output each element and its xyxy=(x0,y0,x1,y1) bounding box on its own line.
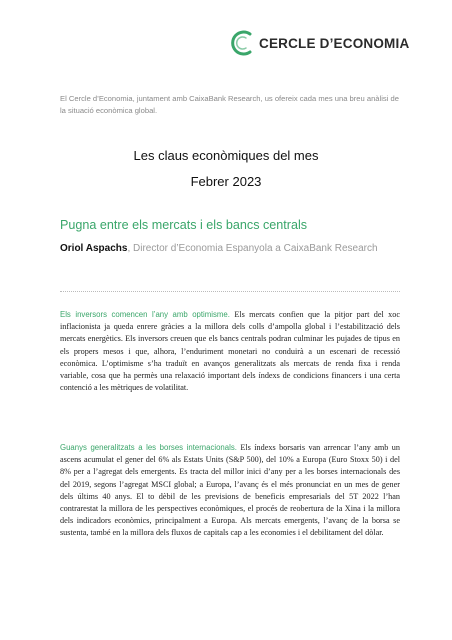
logo-text: CERCLE D’ECONOMIA xyxy=(259,35,410,51)
author-role: , Director d’Economia Espanyola a CaixaBank Research xyxy=(127,243,378,254)
report-title: Les claus econòmiques del mes xyxy=(133,148,319,163)
intro-text: El Cercle d’Economia, juntament amb CaixaBank Research, us ofereix cada mes una breu anàlisi de la situació econòmica global. xyxy=(60,94,399,115)
author-name: Oriol Aspachs xyxy=(60,243,128,254)
paragraph-optimism xyxy=(60,309,400,394)
paragraph-body: Els índexs borsaris van arrencar l’any amb un ascens acumulat el gener del 6% als Estats Units (S&P 500), del 10% a Europa (Euro Stoxx 50) i del 8% per a l’agregat dels emergents. Es tracta del millor inici d’any per a les borses internacionals des del 2019, segons l’agregat MSCI global; a Europa, l’avanç és el més pronunciat en un mes de gener dels últims 40 anys. El to dèbil de les previsions de beneficis empresarials del 5T 2022 l’han contrarestat la millora de les perspectives econòmiques, el procés de reobertura de la Xina i la millora dels indicadors econòmics, principalment a Europa. Als mercats emergents, l’avanç de la borsa se sustenta, també en la millora dels fluxos de capitals cap a les economies i el debilitament del dòlar. xyxy=(60,443,400,538)
cercle-economia-logo xyxy=(229,26,409,60)
paragraph-lead: Els inversors comencen l’any amb optimisme. xyxy=(60,310,230,319)
section-heading: Pugna entre els mercats i els bancs centrals xyxy=(60,218,308,232)
author-line xyxy=(60,241,400,256)
paragraph-body: Els mercats confien que la pitjor part del xoc inflacionista ja queda enrere gràcies a la millora dels colls d’ampolla global i l’estabilització dels mercats energètics. Els inversors creuen que els bancs centrals podran culminar les pujades de tipus en els propers mesos i que, alhora, l’enduriment monetari no conduirà a un escenari de recessió econòmica. L’optimisme s’ha traduït en avanços generalitzats als mercats de renda fixa i renda variable, cosa que ha permès una relaxació important dels índexs de condicions financers i una certa contenció a les mètriques de volatilitat. xyxy=(60,310,400,393)
cercle-logo-icon xyxy=(229,28,255,58)
section-divider xyxy=(60,291,400,292)
report-date: Febrer 2023 xyxy=(190,174,262,189)
paragraph-lead: Guanys generalitzats a les borses internacionals. xyxy=(60,443,237,452)
paragraph-stock-markets xyxy=(60,442,400,540)
